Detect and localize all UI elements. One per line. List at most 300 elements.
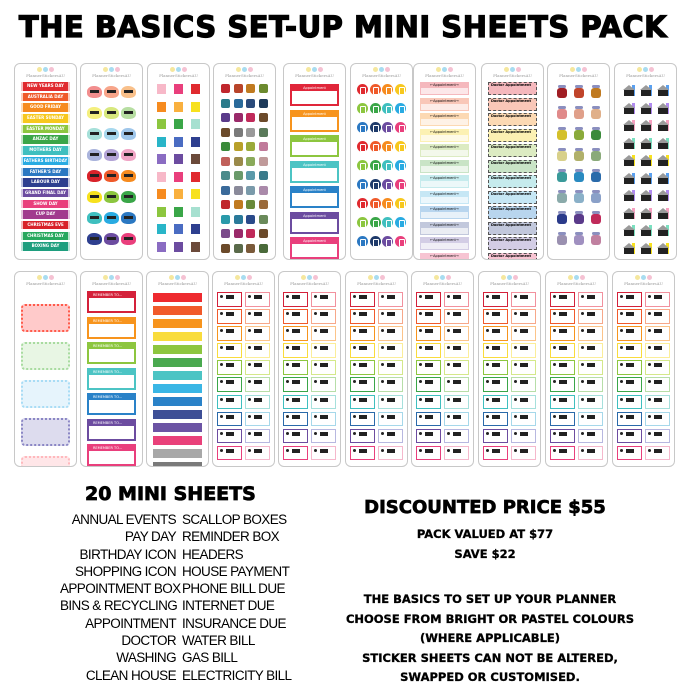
note-line: CHOOSE FROM BRIGHT OR PASTEL COLOURS	[345, 611, 635, 626]
cake-icon	[157, 172, 166, 182]
dot-icon	[181, 275, 186, 280]
doctor-label: Doctor Appointment	[488, 175, 537, 188]
sheet-gas-bill	[545, 271, 608, 467]
header-strip	[153, 319, 202, 328]
shopping-cart-icon	[234, 157, 243, 166]
bin-icon	[395, 179, 406, 190]
sheet-clean-house	[614, 63, 677, 260]
sheet-logo	[81, 272, 142, 290]
bill-due-label	[283, 343, 308, 358]
bill-due-label	[645, 343, 670, 358]
bin-icon	[357, 103, 368, 114]
icon-grid	[214, 82, 275, 255]
bill-due-label	[245, 360, 270, 375]
appointment-label	[420, 160, 469, 173]
logo-dots-icon	[306, 67, 323, 72]
bill-due-label	[483, 446, 508, 461]
list-item: WASHING	[116, 650, 176, 666]
event-banner: LABOUR DAY	[21, 178, 70, 187]
box-label: Appointment	[292, 112, 337, 117]
box-label: ←Appointment→	[421, 223, 468, 228]
appointment-box	[290, 135, 339, 157]
box-list	[482, 82, 543, 260]
bill-due-label	[350, 343, 375, 358]
bill-due-label	[483, 377, 508, 392]
bin-icon	[395, 84, 406, 95]
bill-due-label	[245, 309, 270, 324]
house-icon	[639, 243, 652, 254]
bill-due-label	[350, 395, 375, 410]
washing-icon	[557, 130, 567, 140]
bin-icon	[395, 122, 406, 133]
box-label: ←Appointment→	[421, 130, 468, 135]
bill-due-label	[311, 326, 336, 341]
bill-due-label	[350, 360, 375, 375]
bill-due-label	[311, 309, 336, 324]
bin-icon	[395, 141, 406, 152]
icon-grid	[351, 82, 412, 249]
bin-icon	[357, 160, 368, 171]
cake-icon	[191, 242, 200, 252]
dot-icon	[380, 275, 385, 280]
bill-due-label	[311, 395, 336, 410]
bill-due-label	[350, 446, 375, 461]
bill-due-label	[378, 326, 403, 341]
bill-due-label	[416, 309, 441, 324]
dot-icon	[516, 67, 521, 72]
doctor-label: Doctor Appointment	[488, 237, 537, 250]
shopping-cart-icon	[221, 229, 230, 238]
brand-name: PlannerStickersAU	[224, 281, 263, 286]
bin-icon	[370, 141, 381, 152]
house-icon	[656, 120, 669, 131]
list-item: INTERNET DUE	[182, 598, 275, 614]
shopping-cart-icon	[246, 84, 255, 93]
reminder-box	[87, 291, 136, 313]
logo-dots-icon	[635, 275, 652, 280]
event-banner: ANZAC DAY	[21, 135, 70, 144]
dot-icon	[169, 275, 174, 280]
bill-due-label	[378, 292, 403, 307]
dot-icon	[504, 67, 509, 72]
shopping-cart-icon	[246, 142, 255, 151]
box-label: Appointment	[292, 239, 337, 244]
washing-icon	[557, 214, 567, 224]
bill-due-label	[350, 309, 375, 324]
washing-icon	[574, 151, 584, 161]
bin-icon	[382, 103, 393, 114]
washing-icon	[557, 235, 567, 245]
dot-icon	[574, 275, 579, 280]
sheet-logo	[414, 64, 475, 82]
dot-icon	[647, 275, 652, 280]
box-label: ←Appointment→	[421, 207, 468, 212]
bill-due-label	[617, 412, 642, 427]
dot-icon	[175, 275, 180, 280]
washing-icon	[557, 193, 567, 203]
piggy-bank-icon	[121, 86, 136, 98]
dot-icon	[49, 67, 54, 72]
bill-due-label	[550, 395, 575, 410]
house-icon	[639, 155, 652, 166]
bill-due-label	[578, 360, 603, 375]
piggy-bank-icon	[87, 107, 102, 119]
shopping-cart-icon	[234, 84, 243, 93]
bill-due-label	[645, 360, 670, 375]
bill-due-label	[283, 412, 308, 427]
sheet-logo	[147, 272, 208, 290]
dot-icon	[576, 67, 581, 72]
brand-name: PlannerStickersAU	[159, 73, 198, 78]
brand-name: PlannerStickersAU	[26, 73, 65, 78]
event-banner: FATHER'S DAY	[21, 168, 70, 177]
logo-dots-icon	[373, 67, 390, 72]
discounted-price: DISCOUNTED PRICE $55	[364, 497, 606, 518]
bill-due-label	[311, 412, 336, 427]
dot-icon	[115, 67, 120, 72]
bin-icon	[382, 160, 393, 171]
bill-due-label	[416, 377, 441, 392]
bill-due-label	[444, 377, 469, 392]
bin-icon	[357, 122, 368, 133]
appointment-box	[290, 110, 339, 132]
washing-icon	[574, 193, 584, 203]
piggy-bank-icon	[104, 191, 119, 203]
cake-icon	[174, 224, 183, 234]
shopping-cart-icon	[221, 84, 230, 93]
sheet-annual-events	[14, 63, 77, 260]
dot-icon	[301, 275, 306, 280]
shopping-cart-icon	[234, 128, 243, 137]
dot-icon	[507, 275, 512, 280]
house-icon	[639, 190, 652, 201]
sheet-doctor	[481, 63, 544, 260]
sheet-electricity-bill	[612, 271, 675, 467]
sheet-internet-due	[345, 271, 408, 467]
logo-dots-icon	[169, 275, 186, 280]
reminder-box	[87, 419, 136, 441]
header-strip	[153, 384, 202, 393]
cake-icon	[157, 84, 166, 94]
washing-icon	[574, 214, 584, 224]
bin-icon	[357, 141, 368, 152]
event-banner: CUP DAY	[21, 210, 70, 219]
cake-icon	[191, 102, 200, 112]
bill-due-label	[378, 343, 403, 358]
cake-icon	[191, 84, 200, 94]
bin-icon	[370, 198, 381, 209]
house-icon	[622, 155, 635, 166]
dot-icon	[580, 275, 585, 280]
cake-icon	[157, 207, 166, 217]
shopping-cart-icon	[259, 128, 268, 137]
event-banner: AUSTRALIA DAY	[21, 93, 70, 102]
shopping-cart-icon	[221, 200, 230, 209]
bill-due-label	[550, 446, 575, 461]
dot-icon	[510, 67, 515, 72]
box-label: ←Appointment→	[421, 238, 468, 243]
dot-icon	[241, 275, 246, 280]
shopping-cart-icon	[221, 142, 230, 151]
bill-due-label	[416, 326, 441, 341]
doctor-label: Doctor Appointment	[488, 191, 537, 204]
bill-due-label	[578, 429, 603, 444]
bill-due-label	[311, 446, 336, 461]
brand-name: PlannerStickersAU	[425, 73, 464, 78]
logo-dots-icon	[37, 275, 54, 280]
icon-grid	[148, 82, 209, 254]
list-item: INSURANCE DUE	[182, 615, 286, 631]
sheet-logo	[148, 64, 209, 82]
sheet-list	[60, 511, 300, 684]
washing-icon	[591, 151, 601, 161]
shopping-cart-icon	[259, 200, 268, 209]
piggy-bank-icon	[121, 107, 136, 119]
bill-due-label	[645, 412, 670, 427]
shopping-cart-icon	[234, 186, 243, 195]
sheet-shopping-icon	[213, 63, 276, 260]
list-item: REMINDER BOX	[182, 529, 280, 545]
bill-due-label	[483, 326, 508, 341]
bill-due-label	[245, 292, 270, 307]
bin-icon	[382, 84, 393, 95]
piggy-bank-icon	[87, 212, 102, 224]
bill-due-label	[483, 395, 508, 410]
bill-due-label	[511, 412, 536, 427]
cake-icon	[157, 137, 166, 147]
bill-grid	[479, 290, 540, 460]
bin-icon	[370, 84, 381, 95]
logo-dots-icon	[103, 67, 120, 72]
brand-name: PlannerStickersAU	[357, 281, 396, 286]
cake-icon	[191, 119, 200, 129]
bill-due-label	[550, 326, 575, 341]
event-banner: BOXING DAY	[21, 242, 70, 251]
washing-icon	[574, 109, 584, 119]
list-item: CLEAN HOUSE	[85, 667, 176, 683]
box-list	[284, 82, 345, 260]
dot-icon	[236, 67, 241, 72]
house-icon	[656, 138, 669, 149]
bill-due-label	[444, 446, 469, 461]
bin-icon	[370, 236, 381, 247]
appointment-label	[420, 253, 469, 261]
notes	[310, 590, 670, 688]
sheet-logo	[284, 64, 345, 82]
header-strip	[153, 306, 202, 315]
logo-dots-icon	[504, 67, 521, 72]
dot-icon	[385, 67, 390, 72]
box-label: REMEMBER TO...	[89, 319, 134, 324]
doctor-label: Doctor Appointment	[488, 98, 537, 111]
bill-due-label	[617, 343, 642, 358]
bin-icon	[370, 160, 381, 171]
sheet-logo	[279, 272, 340, 290]
piggy-bank-icon	[87, 233, 102, 245]
washing-icon	[557, 109, 567, 119]
header-list	[147, 290, 208, 467]
bill-due-label	[378, 395, 403, 410]
dot-icon	[176, 67, 181, 72]
box-list	[414, 82, 475, 260]
list-item: ELECTRICITY BILL	[182, 667, 292, 683]
bill-due-label	[511, 360, 536, 375]
cake-icon	[191, 137, 200, 147]
bill-due-label	[617, 360, 642, 375]
bill-due-label	[217, 446, 242, 461]
sheet-phone-bill-due	[278, 271, 341, 467]
box-label: REMEMBER TO...	[89, 446, 134, 451]
piggy-bank-icon	[104, 107, 119, 119]
shopping-cart-icon	[259, 215, 268, 224]
bill-due-label	[378, 377, 403, 392]
scallop-list	[15, 290, 76, 467]
bill-due-label	[283, 360, 308, 375]
appointment-box	[290, 84, 339, 106]
cake-icon	[191, 172, 200, 182]
house-icon	[639, 225, 652, 236]
sheet-birthday-icon	[147, 63, 210, 260]
bill-due-label	[217, 343, 242, 358]
house-icon	[656, 85, 669, 96]
washing-icon	[574, 235, 584, 245]
sheet-appointment-box	[283, 63, 346, 260]
bill-due-label	[378, 309, 403, 324]
box-label: ←Appointment→	[421, 114, 468, 119]
shopping-cart-icon	[246, 244, 255, 253]
header-strip	[153, 371, 202, 380]
sheet-house-payment	[212, 271, 275, 467]
sheet-count-heading: 20 MINI SHEETS	[85, 483, 256, 505]
shopping-cart-icon	[259, 229, 268, 238]
list-item: APPOINTMENT	[85, 615, 176, 631]
reminder-box	[87, 317, 136, 339]
shopping-cart-icon	[259, 157, 268, 166]
washing-icon	[591, 88, 601, 98]
header-strip	[153, 358, 202, 367]
sheet-pay-day	[80, 63, 143, 260]
list-item: ANNUAL EVENTS	[71, 512, 176, 527]
house-icon	[622, 120, 635, 131]
piggy-bank-icon	[87, 86, 102, 98]
bill-due-label	[416, 343, 441, 358]
shopping-cart-icon	[234, 171, 243, 180]
washing-icon	[591, 235, 601, 245]
bill-due-label	[444, 343, 469, 358]
bill-due-label	[511, 395, 536, 410]
washing-icon	[591, 109, 601, 119]
house-icon	[622, 225, 635, 236]
bill-due-label	[511, 446, 536, 461]
box-label: ←Appointment→	[421, 161, 468, 166]
appointment-label	[420, 175, 469, 188]
dot-icon	[235, 275, 240, 280]
brand-name: PlannerStickersAU	[557, 281, 596, 286]
bill-due-label	[311, 292, 336, 307]
bill-due-label	[645, 309, 670, 324]
bill-due-label	[617, 326, 642, 341]
brand-name: PlannerStickersAU	[92, 281, 131, 286]
bill-due-label	[617, 429, 642, 444]
bill-due-label	[511, 292, 536, 307]
bill-due-label	[511, 343, 536, 358]
piggy-bank-icon	[104, 233, 119, 245]
logo-dots-icon	[434, 275, 451, 280]
bill-due-label	[483, 412, 508, 427]
appointment-box	[290, 237, 339, 259]
bin-icon	[382, 198, 393, 209]
cake-icon	[174, 154, 183, 164]
bill-due-label	[311, 429, 336, 444]
bill-due-label	[550, 360, 575, 375]
shopping-cart-icon	[234, 229, 243, 238]
bill-due-label	[550, 309, 575, 324]
piggy-bank-icon	[104, 128, 119, 140]
bill-due-label	[617, 292, 642, 307]
bill-grid	[346, 290, 407, 460]
bill-due-label	[617, 377, 642, 392]
event-banner: CHRISTMAS DAY	[21, 232, 70, 241]
header-strip	[153, 410, 202, 419]
dot-icon	[109, 67, 114, 72]
bin-icon	[395, 160, 406, 171]
dot-icon	[374, 275, 379, 280]
dot-icon	[37, 275, 42, 280]
scallop-box	[21, 342, 70, 370]
dot-icon	[637, 67, 642, 72]
bill-due-label	[645, 446, 670, 461]
box-label: Appointment	[292, 188, 337, 193]
box-label: ←Appointment→	[421, 192, 468, 197]
bill-due-label	[578, 326, 603, 341]
bin-icon	[382, 122, 393, 133]
logo-dots-icon	[170, 67, 187, 72]
bin-icon	[395, 198, 406, 209]
event-banner: FATHERS BIRTHDAY	[21, 157, 70, 166]
piggy-bank-icon	[104, 149, 119, 161]
header-strip	[153, 449, 202, 458]
event-banner: SHOW DAY	[21, 200, 70, 209]
bill-grid	[213, 290, 274, 460]
bill-due-label	[283, 446, 308, 461]
brand-name: PlannerStickersAU	[225, 73, 264, 78]
bill-due-label	[245, 412, 270, 427]
bill-grid	[613, 290, 674, 460]
bill-due-label	[283, 292, 308, 307]
bill-due-label	[350, 377, 375, 392]
header-strip	[153, 332, 202, 341]
brand-name: PlannerStickersAU	[295, 73, 334, 78]
shopping-cart-icon	[246, 229, 255, 238]
piggy-bank-icon	[104, 212, 119, 224]
sheet-logo	[213, 272, 274, 290]
bill-due-label	[245, 395, 270, 410]
bin-icon	[370, 179, 381, 190]
bill-due-label	[217, 292, 242, 307]
header-strip	[153, 436, 202, 445]
shopping-cart-icon	[246, 157, 255, 166]
bill-due-label	[245, 377, 270, 392]
cake-icon	[174, 172, 183, 182]
cake-icon	[174, 189, 183, 199]
logo-dots-icon	[301, 275, 318, 280]
bill-due-label	[483, 429, 508, 444]
piggy-bank-icon	[104, 86, 119, 98]
dot-icon	[247, 275, 252, 280]
sheet-insurance-due	[411, 271, 474, 467]
brand-name: PlannerStickersAU	[290, 281, 329, 286]
house-icon	[656, 208, 669, 219]
